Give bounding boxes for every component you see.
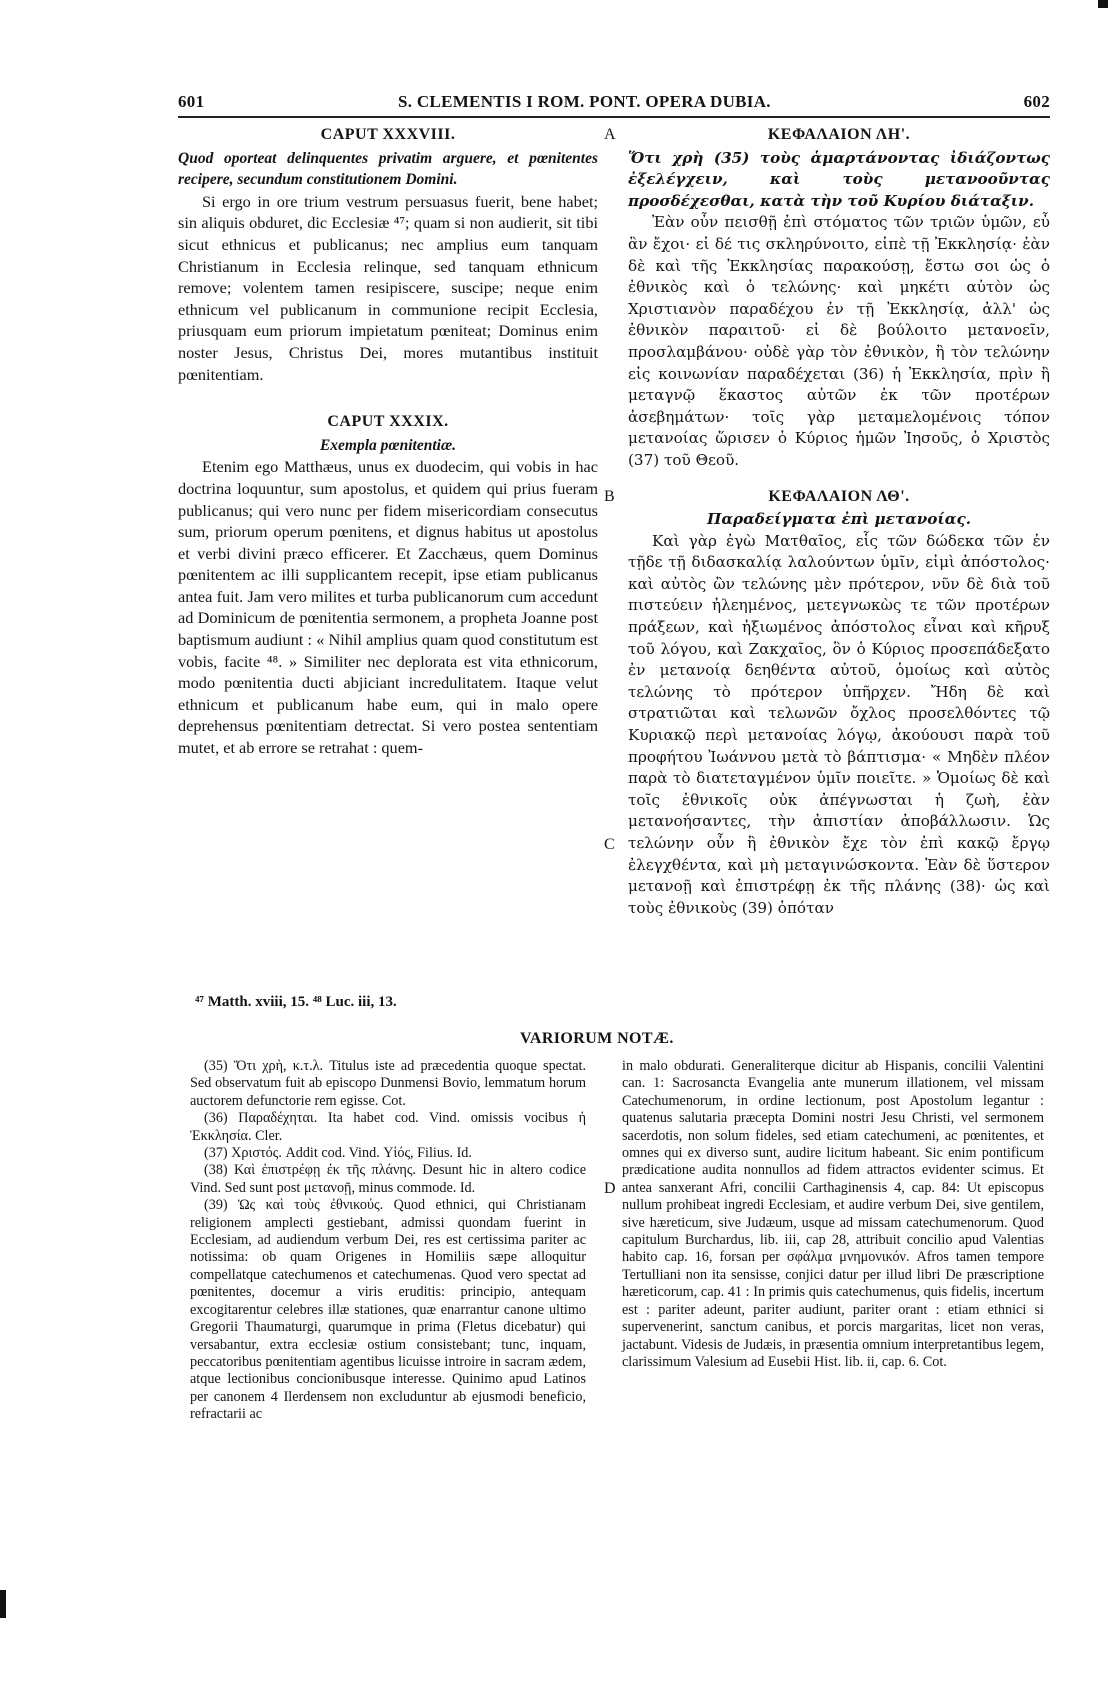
margin-letter-d: D bbox=[604, 1180, 616, 1197]
scan-corner-mark bbox=[1098, 0, 1108, 8]
margin-letter-c: C bbox=[604, 836, 615, 853]
chapter-text: Etenim ego Matthæus, unus ex duodecim, qui vobis in hac doctrina loquuntur, sum apostolus, et quidem qui prius fueram publicanus; qui vero nunc per fidem misericordiam consecutus sum, priorum operum pœnitens, et dignus habitus ut apostolus et verbi divini præco efficerer. Et Zacchæus, quem Dominus pœnitentem ac illi supplicantem recepit, ipse etiam publicanus antea fuit. Jam vero milites et turba publicanorum cum accedunt ad Dominicum de pœnitentia sermonem, a propheta Joanne post baptismum audiunt : « Nihil amplius quam quod constitutum est vobis, facite ⁴⁸. » Similiter nec deplorata est vita ethnicorum, modo pœnitentia ducti abjiciant incredulitatem. Itaque velut ethnicum et publicanum habe eum, qui in malo opere deprehensus pœnitentiam detrectat. Si vero postea sententiam mutet, et ab errore se retrahat : quem- bbox=[178, 457, 598, 758]
margin-letter-a: A bbox=[604, 126, 616, 143]
page-number-right: 602 bbox=[1023, 92, 1050, 111]
note-item: (36) Παραδέχηται. Ita habet cod. Vind. omissis vocibus ἡ Ἐκκλησία. Cler. bbox=[190, 1110, 586, 1144]
header-rule bbox=[178, 116, 1050, 118]
chapter-heading: CAPUT XXXIX. bbox=[327, 413, 449, 431]
scan-edge-mark bbox=[0, 1590, 6, 1618]
scripture-references: ⁴⁷ Matth. xviii, 15. ⁴⁸ Luc. iii, 13. bbox=[195, 994, 397, 1010]
chapter-heading: ΚΕΦΑΛΑΙΟΝ ΛΘ'. bbox=[768, 487, 910, 505]
latin-column bbox=[178, 124, 598, 759]
chapter-summary: Ὅτι χρὴ (35) τοὺς ἁμαρτάνοντας ἰδιάζοντως ἐξελέγχειν, καὶ τοὺς μετανοοῦντας προσδέχεσθαι, κατὰ τὴν τοῦ Κυρίου διάταξιν. bbox=[628, 148, 1050, 210]
note-item: (39) Ὡς καὶ τοὺς ἐθνικούς. Quod ethnici, qui Christianam religionem amplecti gestiebant, admissi quondam fuerint in Ecclesiam, ad audiendum verbum Dei, res est certissima pariter ac notissima: ob quam Origenes in Homiliis sæpe alloquitur compellatque catechumenos et catechumenas. Quod vero spectat ad pœnitentes, docemur a viris eruditis: principio, antequam excogitarentur celebres illæ stationes, quæ enarrantur canone ultimo Gregorii Thaumaturgi, quarumque in prima (Fletus dicebatur) qui versabantur, extra ecclesiæ ostium consistebant; tunc, inquam, peccatoribus pœnitentiam agentibus licuisse introire in sacram ædem, atque lectionibus concionibusque interesse. Quinimo apud Latinos per canonem 4 Ilerdensem non excluduntur ab ejusmodi beneficio, refractarii ac bbox=[190, 1197, 586, 1423]
chapter-summary: Quod oporteat delinquentes privatim arguere, et pœnitentes recipere, secundum constitutionem Domini. bbox=[178, 149, 598, 189]
chapter-text: Ἐὰν οὖν πεισθῇ ἐπὶ στόματος τῶν τριῶν ὑμῶν, εὖ ἂν ἔχοι· εἰ δέ τις σκληρύνοιτο, εἰπὲ τῇ Ἐκκλησίᾳ· ἐὰν δὲ καὶ τῆς Ἐκκλησίας παρακούσῃ, ἔστω σοι ὡς ὁ ἐθνικὸς καὶ ὁ τελώνης· καὶ μηκέτι αὐτὸν ὡς Χριστιανὸν παραδέχου ἐν τῇ Ἐκκλησίᾳ, ἀλλ' ὡς ἐθνικὸν παραιτοῦ· εἰ δὲ βούλοιτο μετανοεῖν, προσλαμβάνου· οὐδὲ γὰρ τὸν ἐθνικὸν, ἢ τὸν τελώνην εἰς κοινωνίαν παραδέχεται (36) ἡ Ἐκκλησία, πρὶν ἢ μεταγνῷ ἕκαστος αὐτῶν ἐκ τῶν προτέρων ἀσεβημάτων· τοῖς γὰρ μεταμελομένοις τόπον μετανοίας ὥρισεν ὁ Κύριος ἡμῶν Ἰησοῦς, ὁ Χριστὸς (37) τοῦ Θεοῦ. bbox=[628, 213, 1050, 469]
notes-column-right bbox=[622, 1058, 1044, 1371]
margin-letter-b: B bbox=[604, 488, 615, 505]
note-item: (37) Χριστός. Addit cod. Vind. Υἱός, Filius. Id. bbox=[204, 1145, 472, 1162]
notes-column-left bbox=[190, 1058, 586, 1424]
chapter-text: Καὶ γὰρ ἐγὼ Ματθαῖος, εἷς τῶν δώδεκα τῶν ἐν τῇδε τῇ διδασκαλίᾳ λαλούντων ὑμῖν, εἰμὶ ἀπόστολος· καὶ αὐτὸς ὢν τελώνης μὲν πρότερον, νῦν δὲ διὰ τοῦ πιστεύειν ἠλεημένος, μετεγνωκὼς τε τῶν προτέρων πράξεων, καὶ ἠξιωμένος ἀπόστολος εἶναι καὶ κῆρυξ τοῦ λόγου, καὶ Ζακχαῖος, ὃν ὁ Κύριος προσεπάδεξατο ἐν μετανοίᾳ δεηθέντα αὐτοῦ, ὁμοίως καὶ αὐτὸς τελώνης τὸ πρότερον ὑπῆρχεν. Ἤδη δὲ καὶ στρατιῶται καὶ τελωνῶν ὄχλος προσελθόντες τῷ Κυριακῷ περὶ μετανοίας λόγῳ, ἀκούουσι παρὰ τοῦ προφήτου Ἰωάννου μετὰ τὸ βάπτισμα· « Μηδὲν πλέον παρὰ τὸ διατεταγμένον ὑμῖν ποιεῖτε. » Ὁμοίως δὲ καὶ τοῖς ἐθνικοῖς οὐκ ἀπέγνωσται ἡ ζωὴ, ἐὰν μετανοήσαντες, τὴν ἀπιστίαν ἀποβάλλωσιν. Ὡς τελώνην οὖν ἢ ἐθνικὸν ἔχε τὸν ἐπὶ κακῷ ἔργῳ ἐλεγχθέντα, καὶ μὴ μεταγινώσκοντα. Ἐὰν δὲ ὕστερον μετανοῇ καὶ ἐπιστρέφῃ ἐκ τῆς πλάνης (38)· ὡς καὶ τοὺς ἐθνικοὺς (39) ὁπόταν bbox=[628, 531, 1050, 917]
page-number-left: 601 bbox=[178, 92, 205, 111]
note-item: (35) Ὅτι χρὴ, κ.τ.λ. Titulus iste ad præcedentia quoque spectat. Sed observatum fuit ab episcopo Dunmensi Bovio, lemmatum horum auctorem defunctorie rem egisse. Cot. bbox=[190, 1058, 586, 1109]
chapter-summary: Παραδείγματα ἐπὶ μετανοίας. bbox=[706, 510, 972, 529]
chapter-summary: Exempla pœnitentiæ. bbox=[319, 436, 457, 454]
running-header bbox=[178, 92, 1050, 116]
chapter-heading: CAPUT XXXVIII. bbox=[320, 126, 456, 143]
note-item: in malo obdurati. Generaliterque dicitur ab Hispanis, concilii Valentini can. 1: Sacrosancta Evangelia ante munerum illationem, vel missam Catechumenorum, in ordine lectionum, post Apostolum legantur : quatenus salutaria præcepta Domini nostri Jesu Christi, vel sermonem sacerdotis, non solum fideles, sed etiam catechumeni, ac pœnitentes, et omnes qui ex diverso sunt, audire licitum habeant. Sic enim pontificum prædicatione audita nonnullos ad fidem attractos evidenter scimus. Et antea sanxerant Afri, concilii Carthaginensis 4, cap. 84: Ut episcopus nullum prohibeat ingredi Ecclesiam, et audire verbum Dei, sive gentilem, sive hæreticum, sive Judæum, usque ad missam catechumenorum. Quod capitulum Burchardus, lib. iii, cap 28, attribuit concilio apud Valentias habito cap. 16, forsan per σφάλμα μνημονικόν. Afros tamen tempore Tertulliani non ita sensisse, conjici datur per illud libri De præscriptione hæreticorum, cap. 41 : In primis quis catechumenus, quis fidelis, incertum est : pariter adeunt, pariter audiunt, pariter orant : etiam ethnici si supervenerint, sanctum canibus, et porcis margaritas, licet non veras, jactabunt. Videsis de Judæis, in præsentia omnium interpretantibus legem, clarissimum Valesium ad Eusebii Hist. lib. ii, cap. 6. Cot. bbox=[622, 1058, 1044, 1370]
chapter-text: Si ergo in ore trium vestrum persuasus fuerit, bene habet; sin aliquis obduret, dic Ecclesiæ ⁴⁷; quam si non audierit, sit tibi sicut ethnicus et publicanus; nec amplius eum tanquam Christianum in Ecclesia relinque, sed tanquam ethnicum remove; volentem tamen resipiscere, suscipe; neque enim ethnicum vel publicanum in communione recipit Ecclesia, priusquam eum priorum impietatum pœniteat; Dominus enim noster Jesus, Christus Dei, mores mutantibus instituit pœnitentiam. bbox=[178, 191, 598, 384]
running-title: S. CLEMENTIS I ROM. PONT. OPERA DUBIA. bbox=[398, 92, 771, 111]
notes-heading: VARIORUM NOTÆ. bbox=[520, 1030, 674, 1047]
greek-column bbox=[628, 124, 1050, 919]
chapter-heading: ΚΕΦΑΛΑΙΟΝ ΛΗ'. bbox=[767, 126, 911, 143]
note-item: (38) Καὶ ἐπιστρέφῃ ἐκ τῆς πλάνης. Desunt hic in altero codice Vind. Sed sunt post μετανοῇ, minus commode. Id. bbox=[190, 1162, 586, 1196]
